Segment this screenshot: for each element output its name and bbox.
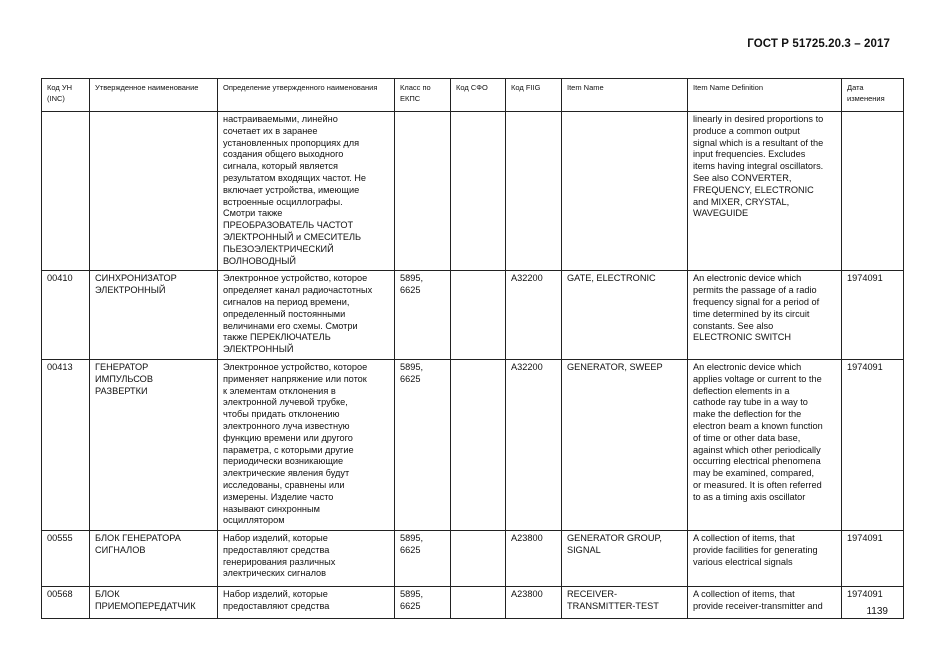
document-header: ГОСТ Р 51725.20.3 – 2017 xyxy=(747,38,890,50)
cell-item-name-text: RECEIVER- TRANSMITTER-TEST xyxy=(567,589,659,611)
table-header-row xyxy=(42,79,904,112)
cell-date xyxy=(842,112,904,271)
cell-inc xyxy=(42,531,90,587)
cell-item-name xyxy=(562,271,688,360)
cell-def-ru xyxy=(218,359,395,530)
table-row xyxy=(42,359,904,530)
cell-sfo xyxy=(451,271,506,360)
cell-date-text: 1974091 xyxy=(847,361,883,372)
cell-def-ru-text: Набор изделий, которые предоставляют средства генерирования различных электрических сигналов xyxy=(223,533,336,579)
cell-def-en xyxy=(688,271,842,360)
cell-def-en xyxy=(688,359,842,530)
page-number: 1139 xyxy=(866,606,888,617)
cell-name-ru xyxy=(90,587,218,619)
cell-item-name xyxy=(562,359,688,530)
cell-def-ru xyxy=(218,587,395,619)
cell-def-en xyxy=(688,112,842,271)
cell-date-text: 1974091 xyxy=(847,589,883,600)
cell-def-en-text: An electronic device which applies voltage or current to the deflection elements in a cathode ray tube in a way to make the deflection for the electron beam a known function of time or other data base, against which other periodically occurring electrical phenomena may be examined, compared, or measured. It is often referred to as a timing axis oscillator xyxy=(693,361,823,502)
cell-inc xyxy=(42,359,90,530)
cell-fiig xyxy=(506,112,562,271)
cell-sfo xyxy=(451,112,506,271)
data-table xyxy=(41,78,904,619)
col-header-date: Дата изменения xyxy=(842,79,904,112)
cell-def-ru-text: Электронное устройство, которое применяет напряжение или поток к элементам отклонения в электронной лучевой трубке, чтобы придать отклонению электронного луча известную функцию времени или другого параметра, с которыми другие периодически возникающие электрические явления будут исследованы, сравнены или измерены. Изделие часто называют синхронным осциллятором xyxy=(223,361,368,526)
cell-item-name xyxy=(562,531,688,587)
cell-fiig xyxy=(506,359,562,530)
cell-ekps-text: 5895, 6625 xyxy=(400,361,423,384)
cell-inc-text: 00413 xyxy=(47,361,73,372)
cell-sfo xyxy=(451,359,506,530)
cell-fiig-text: A23800 xyxy=(511,533,543,544)
cell-ekps xyxy=(395,531,451,587)
cell-def-en xyxy=(688,587,842,619)
cell-sfo xyxy=(451,587,506,619)
cell-ekps-text: 5895, 6625 xyxy=(400,589,423,611)
cell-name-ru-text: ГЕНЕРАТОР ИМПУЛЬСОВ РАЗВЕРТКИ xyxy=(95,361,153,396)
cell-name-ru xyxy=(90,531,218,587)
cell-inc-text: 00555 xyxy=(47,533,73,544)
cell-ekps xyxy=(395,112,451,271)
cell-item-name xyxy=(562,587,688,619)
col-header-fiig: Код FIIG xyxy=(506,79,562,112)
cell-def-en xyxy=(688,531,842,587)
cell-def-ru xyxy=(218,112,395,271)
cell-sfo xyxy=(451,531,506,587)
col-header-ekps: Класс по ЕКПС xyxy=(395,79,451,112)
cell-def-ru-text: настраиваемыми, линейно сочетает их в заранее установленных пропорциях для создания общего выходного сигнала, который является результатом входящих частот. Не включает устройства, имеющие встроенные осциллографы. Смотри также ПРЕОБРАЗОВАТЕЛЬ ЧАСТОТ ЭЛЕКТРОННЫЙ и СМЕСИТЕЛЬ ПЬЕЗОЭЛЕКТРИЧЕСКИЙ ВОЛНОВОДНЫЙ xyxy=(223,114,367,266)
cell-date-text: 1974091 xyxy=(847,273,883,284)
cell-inc-text: 00410 xyxy=(47,273,73,284)
cell-date xyxy=(842,531,904,587)
table-row xyxy=(42,587,904,619)
cell-fiig xyxy=(506,531,562,587)
cell-inc-text: 00568 xyxy=(47,589,73,600)
cell-ekps xyxy=(395,359,451,530)
cell-item-name-text: GATE, ELECTRONIC xyxy=(567,273,656,284)
cell-fiig-text: A32200 xyxy=(511,273,543,284)
col-header-item-name: Item Name xyxy=(562,79,688,112)
cell-date xyxy=(842,359,904,530)
table-row xyxy=(42,531,904,587)
cell-name-ru xyxy=(90,112,218,271)
cell-name-ru xyxy=(90,271,218,360)
cell-inc xyxy=(42,271,90,360)
cell-date-text: 1974091 xyxy=(847,533,883,544)
cell-ekps xyxy=(395,271,451,360)
cell-def-ru-text: Набор изделий, которые предоставляют средства xyxy=(223,589,330,611)
cell-fiig xyxy=(506,271,562,360)
cell-def-ru xyxy=(218,531,395,587)
cell-inc xyxy=(42,112,90,271)
cell-def-ru-text: Электронное устройство, которое определяет канал радиочастотных сигналов на период времени, определенный постоянными величинами его схемы. Смотри также ПЕРЕКЛЮЧАТЕЛЬ ЭЛЕКТРОННЫЙ xyxy=(223,273,373,355)
cell-fiig xyxy=(506,587,562,619)
col-header-def-ru: Определение утвержденного наименования xyxy=(218,79,395,112)
cell-inc xyxy=(42,587,90,619)
table-row xyxy=(42,112,904,271)
cell-fiig-text: A32200 xyxy=(511,361,543,372)
cell-item-name xyxy=(562,112,688,271)
cell-ekps-text: 5895, 6625 xyxy=(400,533,423,555)
cell-name-ru-text: СИНХРОНИЗАТОР ЭЛЕКТРОННЫЙ xyxy=(95,273,177,296)
cell-name-ru-text: БЛОК ПРИЕМОПЕРЕДАТЧИК xyxy=(95,589,196,611)
cell-date xyxy=(842,271,904,360)
col-header-inc: Код УН (INC) xyxy=(42,79,90,112)
col-header-name-ru: Утвержденное наименование xyxy=(90,79,218,112)
col-header-sfo: Код СФО xyxy=(451,79,506,112)
cell-item-name-text: GENERATOR, SWEEP xyxy=(567,361,663,372)
cell-def-en-text: A collection of items, that provide receiver-transmitter and xyxy=(693,589,823,611)
cell-def-en-text: A collection of items, that provide facilities for generating various electrical signals xyxy=(693,533,818,567)
cell-name-ru-text: БЛОК ГЕНЕРАТОРА СИГНАЛОВ xyxy=(95,533,181,555)
cell-fiig-text: A23800 xyxy=(511,589,543,600)
cell-def-ru xyxy=(218,271,395,360)
cell-item-name-text: GENERATOR GROUP, SIGNAL xyxy=(567,533,662,555)
cell-ekps xyxy=(395,587,451,619)
cell-def-en-text: An electronic device which permits the passage of a radio frequency signal for a period of time determined by its circuit constants. See also ELECTRONIC SWITCH xyxy=(693,273,820,343)
col-header-def-en: Item Name Definition xyxy=(688,79,842,112)
cell-name-ru xyxy=(90,359,218,530)
cell-ekps-text: 5895, 6625 xyxy=(400,273,423,296)
cell-def-en-text: linearly in desired proportions to produce a common output signal which is a resultant of the input frequencies. Excludes items having integral oscillators. See also CONVERTER, FREQUENCY, ELECTRONIC and MIXER, CRYSTAL, WAVEGUIDE xyxy=(693,114,824,219)
table-row xyxy=(42,271,904,360)
